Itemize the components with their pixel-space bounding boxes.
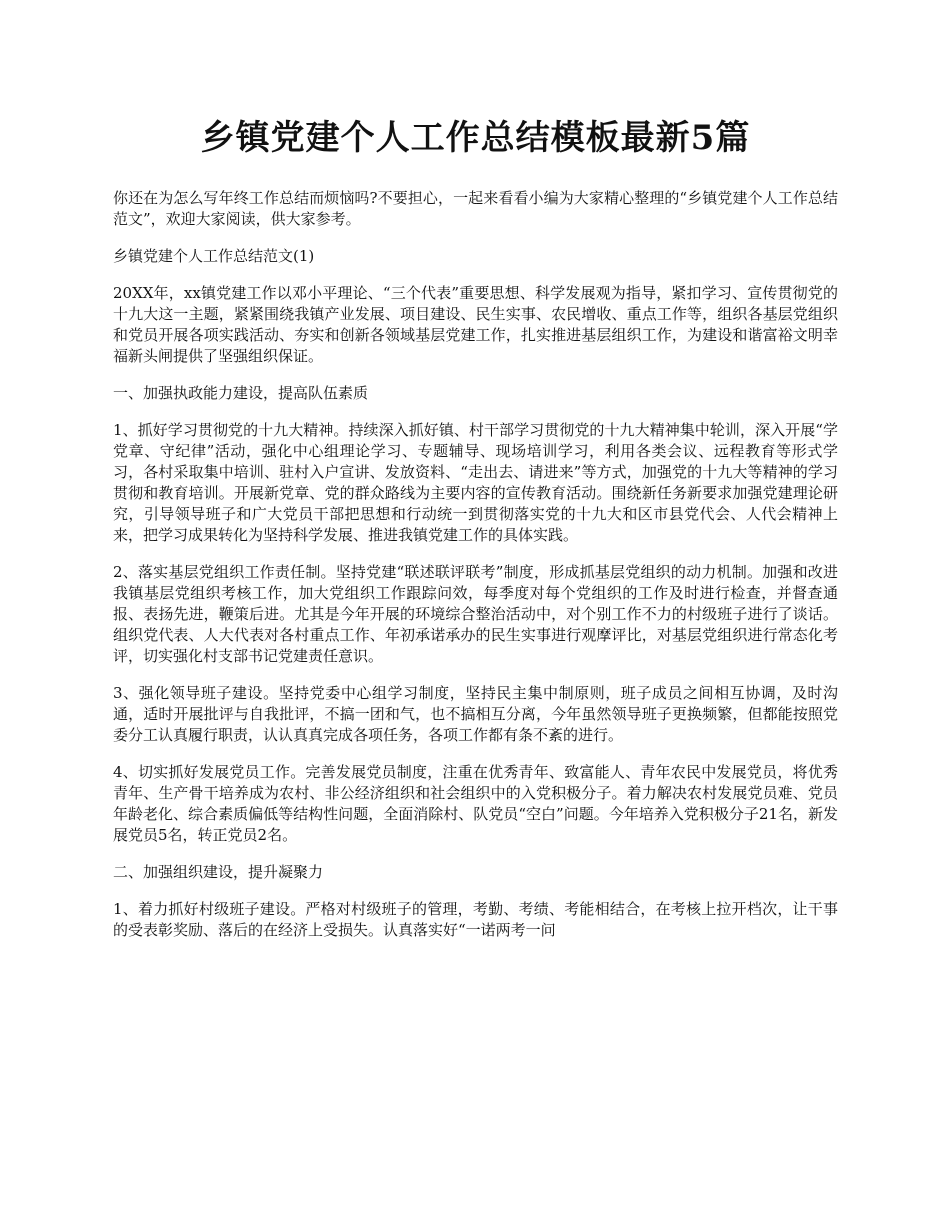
section-heading-1: 一、加强执政能力建设，提高队伍素质 — [113, 384, 369, 402]
section-label: 乡镇党建个人工作总结范文(1) — [113, 247, 315, 265]
paragraph-1-2: 2、落实基层党组织工作责任制。坚持党建“联述联评联考”制度，形成抓基层党组织的动力机制。加强和改进我镇基层党组织考核工作，加大党组织工作跟踪问效，每季度对每个党组织的工作及时进行检查，并督查通报、表扬先进，鞭策后进。尤其是今年开展的环境综合整治活动中，对个别工作不力的村级班子进行了谈话。组织党代表、人大代表对各村重点工作、年初承诺承办的民生实事进行观摩评比，对基层党组织进行常态化考评，切实强化村支部书记党建责任意识。 — [113, 563, 838, 665]
paragraph-2-1: 1、着力抓好村级班子建设。严格对村级班子的管理，考勤、考绩、考能相结合，在考核上拉开档次，让干事的受表彰奖励、落后的在经济上受损失。认真落实好“一诺两考一问 — [113, 900, 838, 939]
paragraph-1-3: 3、强化领导班子建设。坚持党委中心组学习制度，坚持民主集中制原则，班子成员之间相互协调，及时沟通，适时开展批评与自我批评，不搞一团和气，也不搞相互分离，今年虽然领导班子更换频繁，但都能按照党委分工认真履行职责，认认真真完成各项任务，各项工作都有条不紊的进行。 — [113, 684, 838, 744]
section-heading-2: 二、加强组织建设，提升凝聚力 — [113, 863, 324, 881]
paragraph-1-1: 1、抓好学习贯彻党的十九大精神。持续深入抓好镇、村干部学习贯彻党的十九大精神集中轮训，深入开展“学党章、守纪律”活动，强化中心组理论学习、专题辅导、现场培训学习，利用各类会议、远程教育等形式学习，各村采取集中培训、驻村入户宣讲、发放资料、“走出去、请进来”等方式，加强党的十九大等精神的学习贯彻和教育培训。开展新党章、党的群众路线为主要内容的宣传教育活动。围绕新任务新要求加强党建理论研究，引导领导班子和广大党员干部把思想和行动统一到贯彻落实党的十九大和区市县党代会、人代会精神上来，把学习成果转化为坚持科学发展、推进我镇党建工作的具体实践。 — [113, 421, 838, 544]
intro-paragraph: 你还在为怎么写年终工作总结而烦恼吗?不要担心，一起来看看小编为大家精心整理的“乡镇党建个人工作总结范文”，欢迎大家阅读，供大家参考。 — [113, 189, 838, 228]
overview-paragraph: 20XX年，xx镇党建工作以邓小平理论、“三个代表”重要思想、科学发展观为指导，紧扣学习、宣传贯彻党的十九大这一主题，紧紧围绕我镇产业发展、项目建设、民生实事、农民增收、重点工作等，组织各基层党组织和党员开展各项实践活动、夯实和创新各领域基层党建工作，扎实推进基层组织工作，为建设和谐富裕文明幸福新头闸提供了坚强组织保证。 — [113, 284, 838, 365]
document-body — [113, 188, 838, 941]
paragraph-1-4: 4、切实抓好发展党员工作。完善发展党员制度，注重在优秀青年、致富能人、青年农民中发展党员，将优秀青年、生产骨干培养成为农村、非公经济组织和社会组织中的入党积极分子。着力解决农村发展党员难、党员年龄老化、综合素质偏低等结构性问题，全面消除村、队党员“空白”问题。今年培养入党积极分子21名，新发展党员5名，转正党员2名。 — [113, 763, 838, 844]
document-title: 乡镇党建个人工作总结模板最新5篇 — [200, 118, 751, 158]
